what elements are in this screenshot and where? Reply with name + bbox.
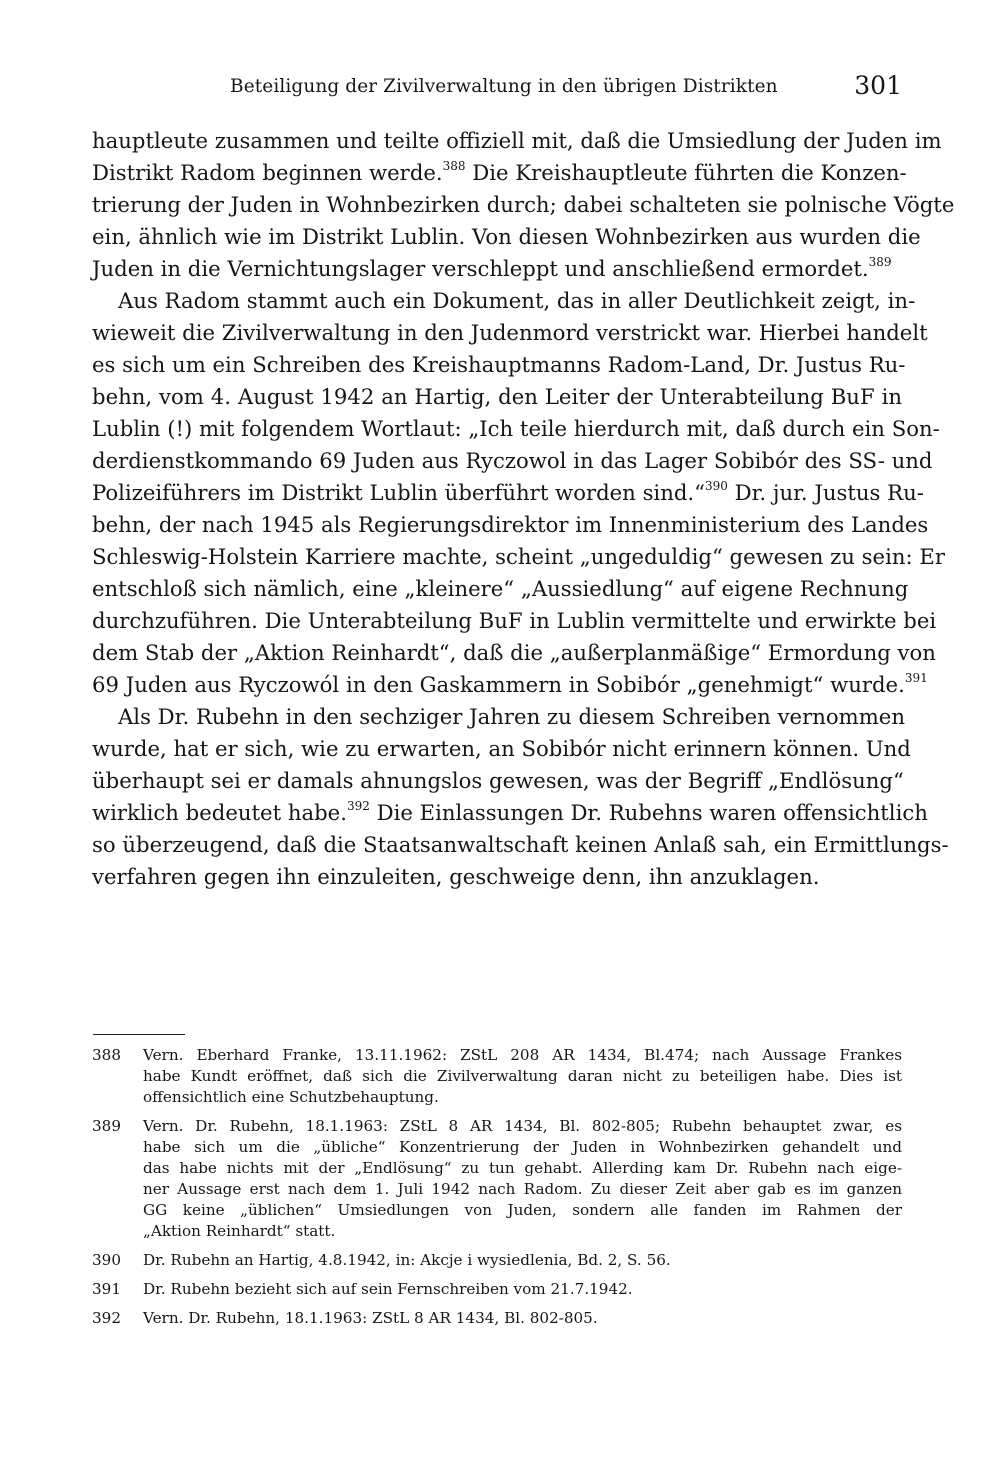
footnote-separator [93, 1034, 185, 1035]
text-line [92, 541, 945, 573]
footnote-number: 388 [92, 1046, 121, 1064]
text-line [92, 477, 924, 509]
line-text: behn, vom 4. August 1942 an Hartig, den Leiter der Unterabteilung BuF in [92, 384, 902, 409]
line-text: es sich um ein Schreiben des Kreishauptmanns Radom-Land, Dr. Justus Ru- [92, 352, 906, 377]
text-line [92, 829, 949, 861]
text-line [92, 669, 928, 701]
footnote-reference: 390 [705, 478, 728, 493]
text-line [143, 1200, 902, 1221]
text-line [92, 157, 907, 189]
text-line [92, 445, 933, 477]
paragraph [92, 125, 955, 285]
text-line [143, 1158, 902, 1179]
line-text: Als Dr. Rubehn in den sechziger Jahren zu diesem Schreiben vernommen [118, 704, 905, 729]
line-text: derdienstkommando 69 Juden aus Ryczowol in das Lager Sobibór des SS- und [92, 448, 933, 473]
text-line [143, 1179, 902, 1200]
line-text: das habe nichts mit der „Endlösung“ zu tun gehabt. Allerding kam Dr. Rubehn nach eige- [143, 1159, 902, 1177]
line-text: Vern. Eberhard Franke, 13.11.1962: ZStL 208 AR 1434, Bl.474; nach Aussage Frankes [143, 1046, 902, 1064]
text-line [92, 861, 902, 893]
text-line [92, 349, 906, 381]
footnotes [92, 1045, 902, 1337]
text-line [143, 1116, 902, 1137]
text-line [92, 605, 937, 637]
line-text: verfahren gegen ihn einzuleiten, geschweige denn, ihn anzuklagen. [92, 864, 820, 889]
line-text: 69 Juden aus Ryczowól in den Gaskammern in Sobibór „genehmigt“ wurde. [92, 672, 905, 697]
text-line [143, 1308, 902, 1329]
line-text: wirklich bedeutet habe. [92, 800, 347, 825]
line-text: Dr. Rubehn bezieht sich auf sein Fernschreiben vom 21.7.1942. [143, 1280, 633, 1298]
line-text: Juden in die Vernichtungslager verschleppt und anschließend ermordet. [92, 256, 869, 281]
line-text: wurde, hat er sich, wie zu erwarten, an Sobibór nicht erinnern können. Und [92, 736, 911, 761]
text-line [143, 1279, 902, 1300]
text-line [143, 1137, 902, 1158]
footnote-reference: 389 [868, 254, 892, 269]
footnote-text [143, 1279, 902, 1300]
line-text: Vern. Dr. Rubehn, 18.1.1963: ZStL 8 AR 1434, Bl. 802-805; Rubehn behauptet zwar, es [143, 1117, 902, 1135]
line-text-continuation: Die Kreishauptleute führten die Konzen- [465, 160, 907, 185]
text-line [143, 1087, 902, 1108]
text-line [92, 573, 909, 605]
line-text: Schleswig-Holstein Karriere machte, scheint „ungeduldig“ gewesen zu sein: Er [92, 544, 945, 569]
footnote-number: 391 [92, 1280, 121, 1298]
footnote [92, 1045, 902, 1108]
line-text: ner Aussage erst nach dem 1. Juli 1942 nach Radom. Zu dieser Zeit aber gab es im ganzen [143, 1180, 902, 1198]
line-text: ein, ähnlich wie im Distrikt Lublin. Von diesen Wohnbezirken aus wurden die [92, 224, 921, 249]
line-text: behn, der nach 1945 als Regierungsdirektor im Innenministerium des Landes [92, 512, 929, 537]
running-title: Beteiligung der Zivilverwaltung in den übrigen Distrikten [230, 76, 778, 97]
line-text: entschloß sich nämlich, eine „kleinere“ „Aussiedlung“ auf eigene Rechnung [92, 576, 909, 601]
text-line [92, 221, 921, 253]
body-text [92, 125, 955, 893]
running-header [92, 72, 902, 106]
line-text: Distrikt Radom beginnen werde. [92, 160, 443, 185]
text-line [92, 317, 928, 349]
paragraph [92, 701, 949, 893]
line-text: überhaupt sei er damals ahnungslos gewesen, was der Begriff „Endlösung“ [92, 768, 904, 793]
text-line [92, 765, 902, 797]
line-text: Vern. Dr. Rubehn, 18.1.1963: ZStL 8 AR 1434, Bl. 802-805. [143, 1309, 598, 1327]
text-line [92, 381, 902, 413]
footnote-text [143, 1116, 902, 1242]
footnote-reference: 391 [904, 670, 928, 685]
footnote [92, 1279, 902, 1300]
line-text: „Aktion Reinhardt“ statt. [143, 1222, 336, 1240]
line-text: Aus Radom stammt auch ein Dokument, das in aller Deutlichkeit zeigt, in- [118, 288, 916, 313]
text-line [143, 1066, 902, 1087]
line-text: habe sich um die „übliche“ Konzentrierung der Juden in Wohnbezirken gehandelt und [143, 1138, 902, 1156]
page-number: 301 [854, 71, 902, 100]
footnote-number: 392 [92, 1309, 121, 1327]
line-text: Dr. Rubehn an Hartig, 4.8.1942, in: Akcje i wysiedlenia, Bd. 2, S. 56. [143, 1251, 671, 1269]
text-line [92, 413, 940, 445]
line-text: hauptleute zusammen und teilte offiziell mit, daß die Umsiedlung der Juden im [92, 128, 942, 153]
line-text: durchzuführen. Die Unterabteilung BuF in Lublin vermittelte und erwirkte bei [92, 608, 937, 633]
line-text: wieweit die Zivilverwaltung in den Judenmord verstrickt war. Hierbei handelt [92, 320, 928, 345]
text-line [143, 1250, 902, 1271]
line-text: Polizeiführers im Distrikt Lublin überführt worden sind.“ [92, 480, 705, 505]
line-text-continuation: Die Einlassungen Dr. Rubehns waren offensichtlich [369, 800, 928, 825]
line-text: Lublin (!) mit folgendem Wortlaut: „Ich teile hierdurch mit, daß durch ein Son- [92, 416, 940, 441]
text-line [143, 1045, 902, 1066]
text-line [92, 637, 936, 669]
footnote-reference: 392 [346, 798, 370, 813]
text-line [92, 797, 928, 829]
footnote-text [143, 1308, 902, 1329]
text-line [143, 1221, 902, 1242]
footnote-reference: 388 [442, 158, 466, 173]
footnote [92, 1116, 902, 1242]
line-text: so überzeugend, daß die Staatsanwaltschaft keinen Anlaß sah, ein Ermittlungs- [92, 832, 949, 857]
footnote-text [143, 1250, 902, 1271]
footnote-number: 390 [92, 1251, 121, 1269]
text-line [92, 285, 916, 317]
line-text-continuation: Dr. jur. Justus Ru- [727, 480, 924, 505]
footnote-number: 389 [92, 1117, 121, 1135]
footnote [92, 1250, 902, 1271]
footnote [92, 1308, 902, 1329]
line-text: dem Stab der „Aktion Reinhardt“, daß die „außerplanmäßige“ Ermordung von [92, 640, 936, 665]
line-text: trierung der Juden in Wohnbezirken durch; dabei schalteten sie polnische Vögte [92, 192, 955, 217]
line-text: GG keine „üblichen“ Umsiedlungen von Juden, sondern alle fanden im Rahmen der [143, 1201, 902, 1219]
text-line [92, 733, 911, 765]
line-text: habe Kundt eröffnet, daß sich die Zivilverwaltung daran nicht zu beteiligen habe. Dies ist [143, 1067, 902, 1085]
text-line [92, 253, 902, 285]
footnote-text [143, 1045, 902, 1108]
text-line [92, 189, 955, 221]
text-line [92, 701, 905, 733]
line-text: offensichtlich eine Schutzbehauptung. [143, 1088, 439, 1106]
paragraph [92, 285, 945, 701]
text-line [92, 125, 942, 157]
text-line [92, 509, 929, 541]
